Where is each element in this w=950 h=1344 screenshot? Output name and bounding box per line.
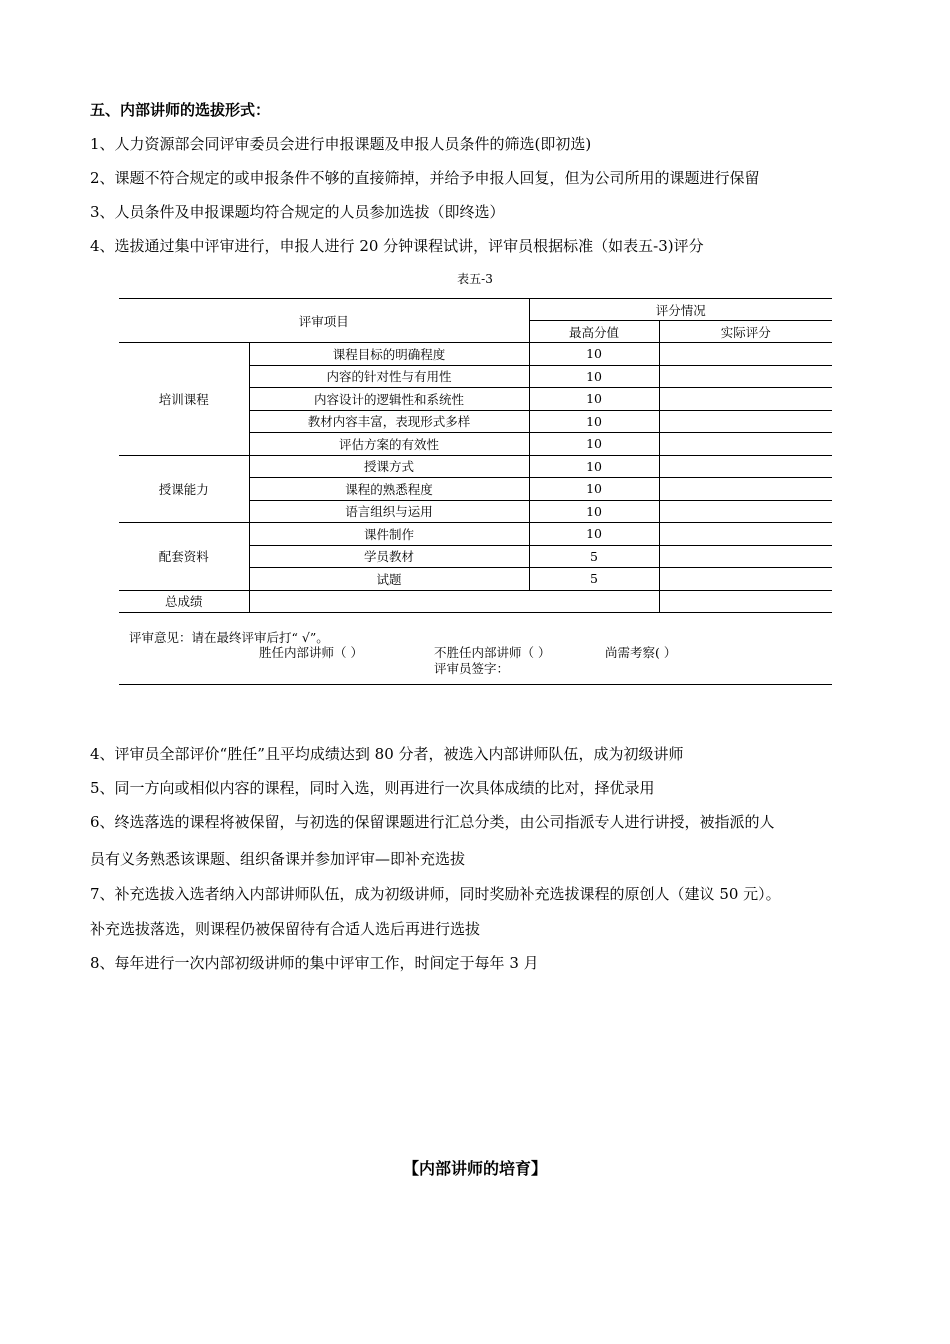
criterion-label: 课程的熟悉程度	[249, 478, 529, 501]
table-caption: 表五-3	[457, 272, 493, 286]
after-item-5: 5、同一方向或相似内容的课程，同时入选，则再进行一次具体成绩的比对，择优录用	[90, 779, 655, 797]
after-item-4: 4、评审员全部评价“胜任”且平均成绩达到 80 分者，被选入内部讲师队伍，成为初级讲师	[90, 745, 684, 763]
criterion-max: 10	[529, 343, 659, 366]
total-actual-cell	[659, 590, 832, 613]
after-item-7: 7、补充选拔入选者纳入内部讲师队伍，成为初级讲师，同时奖励补充选拔课程的原创人（建议 50 元）。	[90, 885, 781, 903]
actual-score-cell	[659, 478, 832, 501]
header-score-group: 评分情况	[529, 299, 832, 321]
option-pending: 尚需考察( ）	[605, 645, 677, 660]
actual-score-cell	[659, 388, 832, 411]
criterion-max: 10	[529, 388, 659, 411]
evaluation-table	[119, 298, 832, 613]
criterion-label: 语言组织与运用	[249, 500, 529, 523]
header-actual-score: 实际评分	[659, 321, 832, 343]
selection-step-1: 1、人力资源部会同评审委员会进行申报课题及申报人员条件的筛选(即初选)	[90, 135, 592, 153]
actual-score-cell	[659, 343, 832, 366]
selection-step-3: 3、人员条件及申报课题均符合规定的人员参加选拔（即终选）	[90, 203, 505, 221]
total-label: 总成绩	[119, 590, 249, 613]
actual-score-cell	[659, 433, 832, 456]
criterion-label: 授课方式	[249, 455, 529, 478]
group-name: 培训课程	[119, 343, 249, 456]
actual-score-cell	[659, 545, 832, 568]
criterion-label: 课程目标的明确程度	[249, 343, 529, 366]
criterion-label: 评估方案的有效性	[249, 433, 529, 456]
criterion-label: 课件制作	[249, 523, 529, 546]
criterion-label: 内容的针对性与有用性	[249, 365, 529, 388]
header-item: 评审项目	[119, 299, 529, 343]
table-row	[119, 455, 832, 478]
after-item-6: 6、终选落选的课程将被保留，与初选的保留课题进行汇总分类，由公司指派专人进行讲授，被指派的人	[90, 813, 775, 831]
criterion-max: 10	[529, 455, 659, 478]
criterion-label: 试题	[249, 568, 529, 591]
after-item-6-cont: 员有义务熟悉该课题、组织备课并参加评审—即补充选拔	[90, 850, 466, 868]
criterion-max: 10	[529, 365, 659, 388]
actual-score-cell	[659, 455, 832, 478]
criterion-max: 10	[529, 500, 659, 523]
actual-score-cell	[659, 410, 832, 433]
actual-score-cell	[659, 568, 832, 591]
criterion-max: 10	[529, 410, 659, 433]
actual-score-cell	[659, 500, 832, 523]
after-item-7-cont: 补充选拔落选，则课程仍被保留待有合适人选后再进行选拔	[90, 920, 481, 938]
remarks-prompt: 评审意见：请在最终评审后打“ √”。	[129, 630, 329, 645]
review-remarks	[119, 622, 832, 685]
group-name: 授课能力	[119, 455, 249, 523]
footer-title: 【内部讲师的培育】	[402, 1159, 547, 1178]
section-heading: 五、内部讲师的选拔形式：	[90, 101, 271, 119]
criterion-label: 教材内容丰富，表现形式多样	[249, 410, 529, 433]
criterion-label: 学员教材	[249, 545, 529, 568]
table-row	[119, 343, 832, 366]
criterion-label: 内容设计的逻辑性和系统性	[249, 388, 529, 411]
criterion-max: 5	[529, 568, 659, 591]
total-score-cell	[249, 590, 659, 613]
header-max-score: 最高分值	[529, 321, 659, 343]
option-not-competent: 不胜任内部讲师（ ）	[434, 645, 551, 660]
table-row	[119, 523, 832, 546]
option-competent: 胜任内部讲师（ ）	[259, 645, 363, 660]
criterion-max: 10	[529, 478, 659, 501]
criterion-max: 10	[529, 433, 659, 456]
total-row	[119, 590, 832, 613]
selection-step-4: 4、选拔通过集中评审进行，申报人进行 20 分钟课程试讲，评审员根据标准（如表五-3)评分	[90, 237, 704, 255]
actual-score-cell	[659, 523, 832, 546]
selection-step-2: 2、课题不符合规定的或申报条件不够的直接筛掉，并给予申报人回复，但为公司所用的课题进行保留	[90, 169, 760, 187]
actual-score-cell	[659, 365, 832, 388]
after-item-8: 8、每年进行一次内部初级讲师的集中评审工作，时间定于每年 3 月	[90, 954, 539, 972]
criterion-max: 10	[529, 523, 659, 546]
group-name: 配套资料	[119, 523, 249, 591]
reviewer-signature: 评审员签字：	[434, 661, 510, 676]
criterion-max: 5	[529, 545, 659, 568]
